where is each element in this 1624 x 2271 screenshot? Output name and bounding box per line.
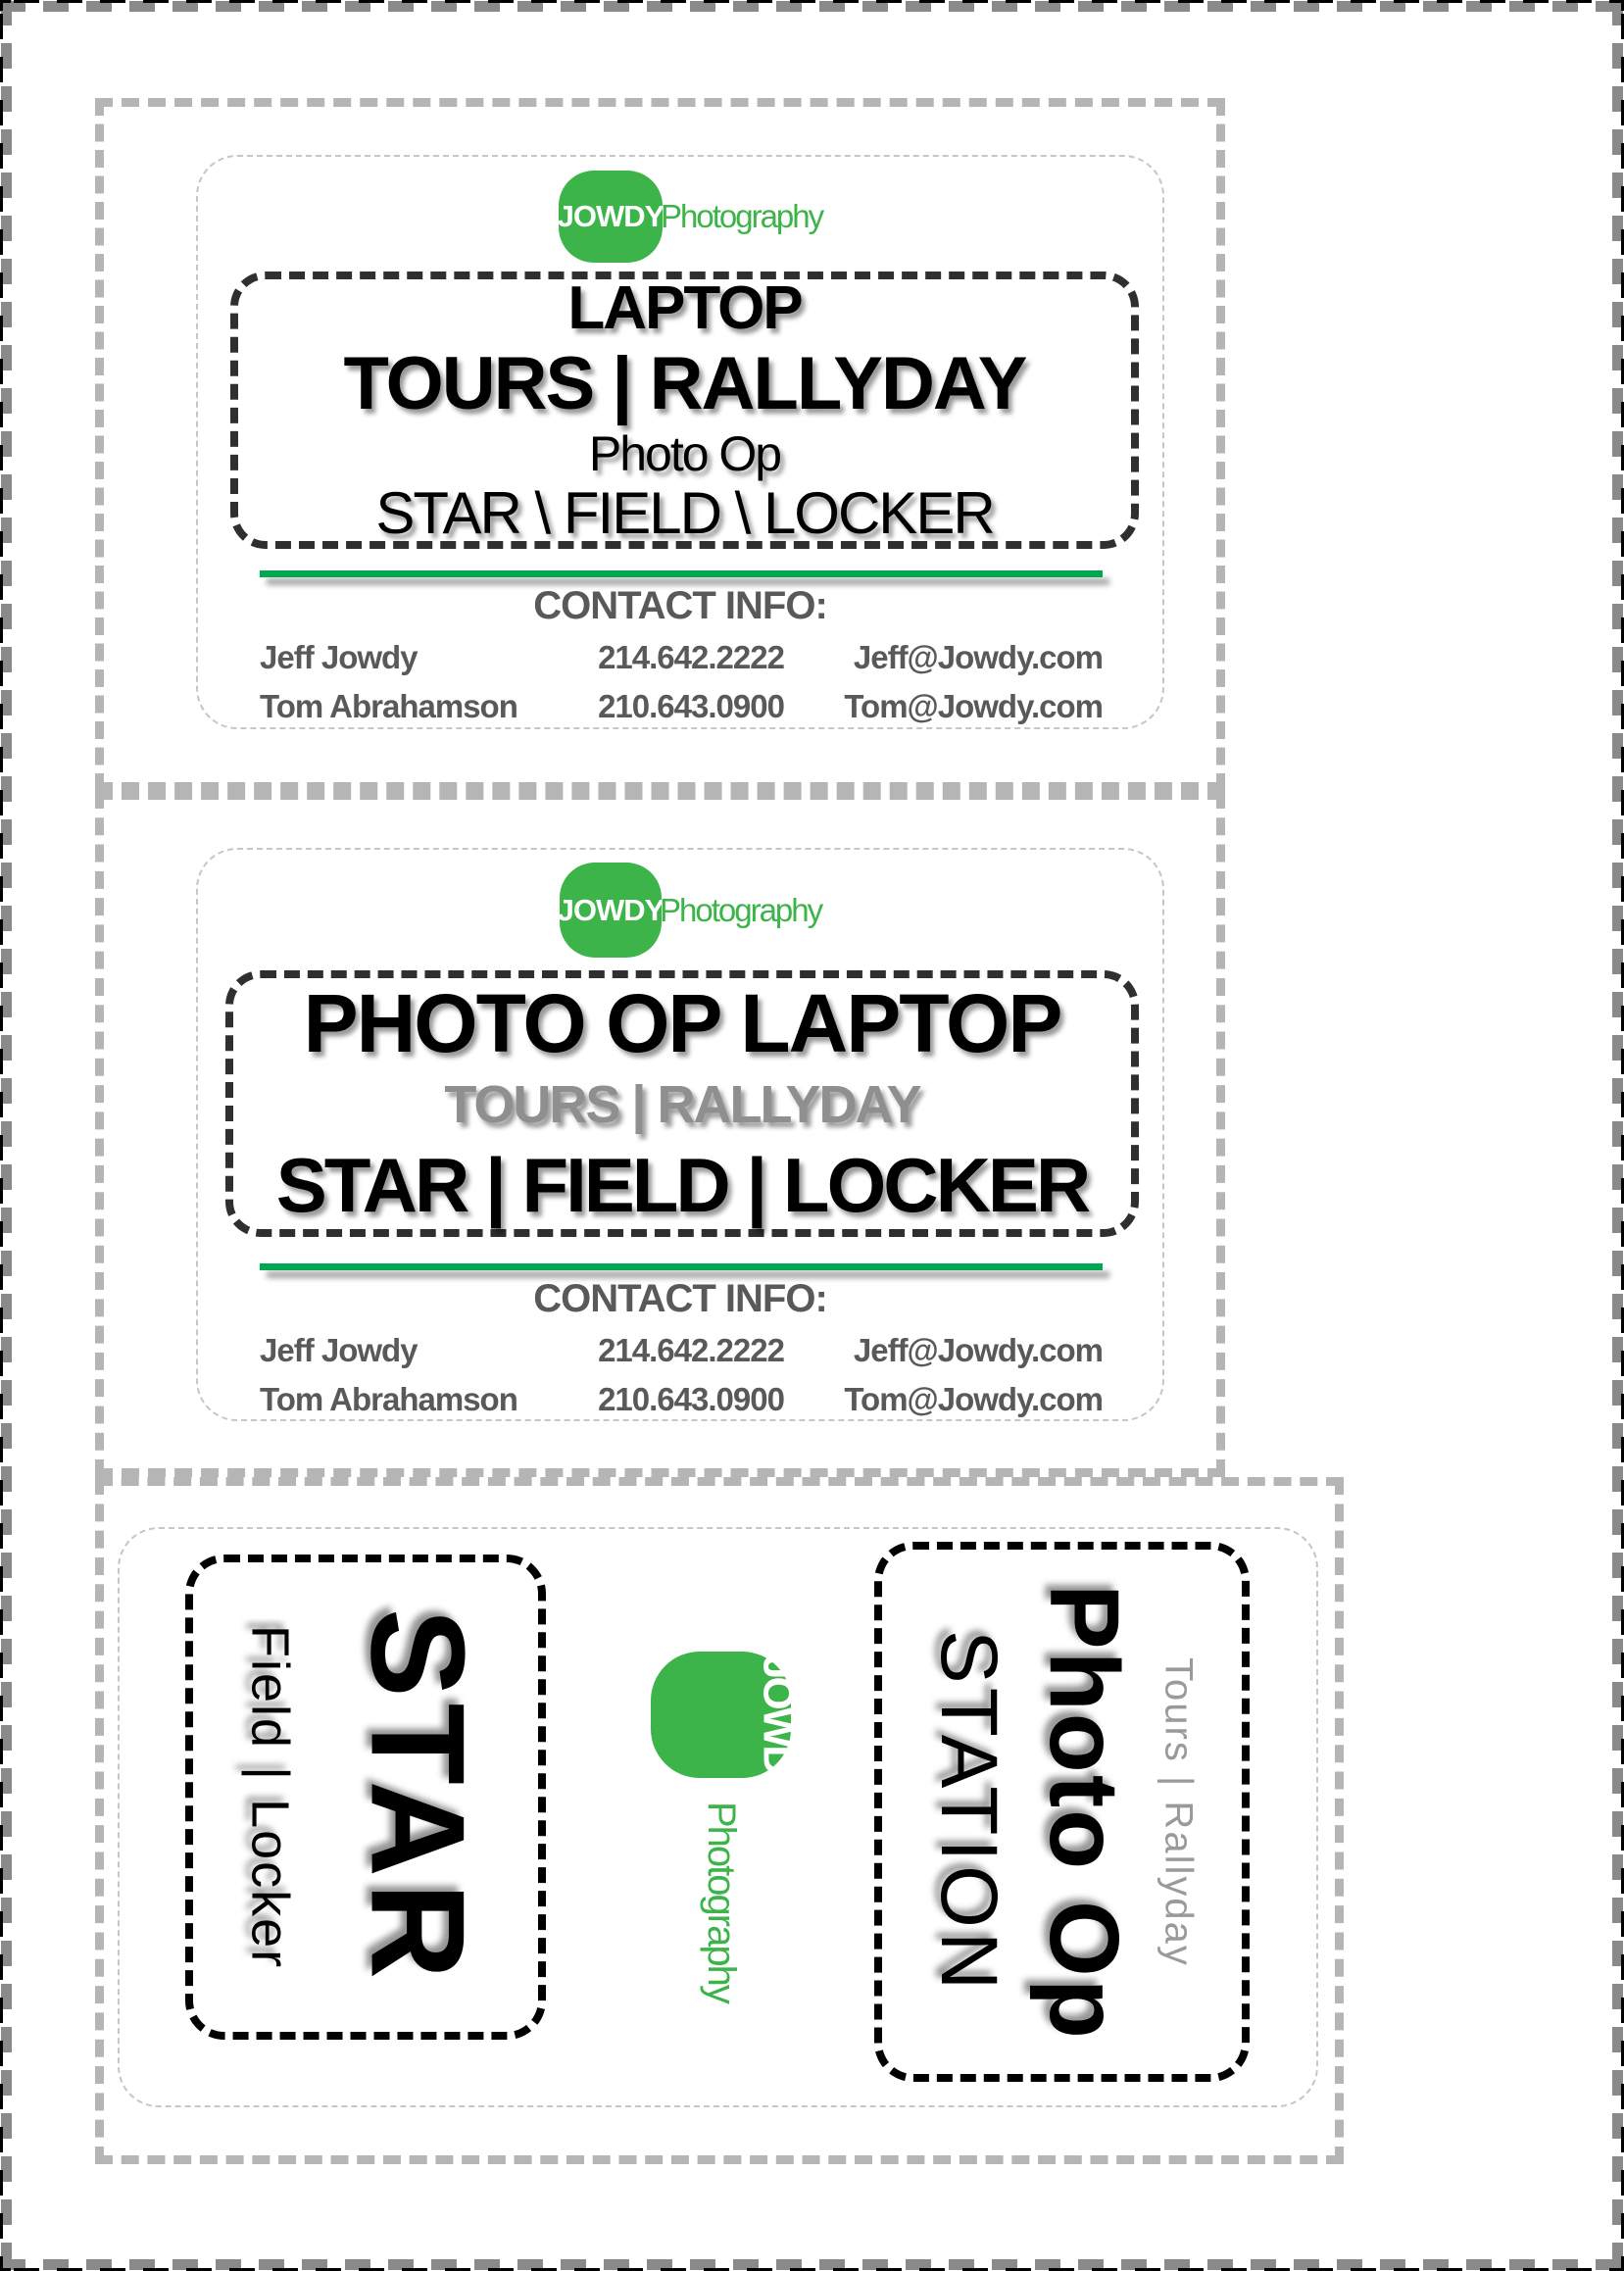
contact-name: Jeff Jowdy [260, 1332, 418, 1368]
card-laptop [196, 155, 1164, 729]
green-divider-rule [260, 1263, 1103, 1270]
jowdy-logo-photography-text-rotated: Photography [700, 1802, 744, 2002]
jowdy-logo-mark [559, 171, 663, 263]
title-line-photo-op-laptop: PHOTO OP LAPTOP [303, 977, 1061, 1069]
contact-phone: 210.643.0900 [598, 1381, 784, 1417]
contact-phone: 210.643.0900 [598, 688, 784, 724]
contact-email: Tom@Jowdy.com [844, 1381, 1103, 1417]
contact-email: Jeff@Jowdy.com [853, 639, 1103, 675]
title-line-photo-op: Photo Op [588, 425, 781, 481]
label-star-title: STAR [343, 1608, 493, 1986]
label-star-subtitle: Field | Locker [240, 1624, 300, 1970]
title-line-star-field-locker: STAR | FIELD | LOCKER [275, 1142, 1089, 1228]
contact-name: Tom Abrahamson [260, 688, 517, 724]
label-photo-op-station [874, 1542, 1250, 2082]
contact-phone: 214.642.2222 [598, 639, 784, 675]
title-line-tours-rallyday: TOURS | RALLYDAY [343, 341, 1026, 425]
contact-info-heading: CONTACT INFO: [533, 584, 827, 627]
contact-email: Jeff@Jowdy.com [853, 1332, 1103, 1368]
contact-name: Jeff Jowdy [260, 639, 418, 675]
jowdy-logo-wordmark-rotated: JOWDY [754, 1655, 803, 1800]
title-line-tours-rallyday: TOURS | RALLYDAY [444, 1075, 920, 1134]
title-line-laptop: LAPTOP [567, 273, 802, 342]
card-rotated-signs [118, 1527, 1318, 2107]
contact-phone: 214.642.2222 [598, 1332, 784, 1368]
card-photo-op-laptop [196, 848, 1164, 1421]
contact-email: Tom@Jowdy.com [844, 688, 1103, 724]
contact-rows [260, 639, 1103, 725]
jowdy-logo-wordmark: JOWDY [557, 199, 664, 233]
jowdy-logo-mark [557, 863, 664, 958]
title-box-photo-op-laptop [225, 970, 1139, 1237]
contact-name: Tom Abrahamson [260, 1381, 517, 1417]
outer-edge-border-top [0, 0, 1624, 3]
jowdy-logo-wordmark: JOWDY [557, 892, 664, 927]
jowdy-logo-photography-text: Photography [660, 891, 822, 928]
title-box-laptop [230, 272, 1139, 549]
outer-cut-border-bottom [0, 2259, 1624, 2270]
jowdy-logo [559, 171, 822, 263]
outer-cut-border-top [0, 1, 1624, 12]
label-station-text: STATION [924, 1629, 1014, 1995]
jowdy-logo [557, 863, 822, 958]
contact-rows [260, 1332, 1103, 1418]
outer-cut-border-right [1612, 0, 1623, 2271]
label-photo-op-text: Photo Op [1029, 1583, 1140, 2041]
jowdy-logo-photography-text: Photography [661, 198, 823, 234]
green-divider-rule [260, 570, 1103, 577]
label-tours-rallyday-text: Tours | Rallyday [1156, 1656, 1201, 1967]
title-line-star-field-locker: STAR \ FIELD \ LOCKER [375, 479, 994, 546]
outer-edge-border-left [0, 0, 3, 2271]
outer-cut-border-left [1, 0, 12, 2271]
contact-info-heading: CONTACT INFO: [533, 1277, 827, 1320]
label-star [185, 1555, 546, 2040]
